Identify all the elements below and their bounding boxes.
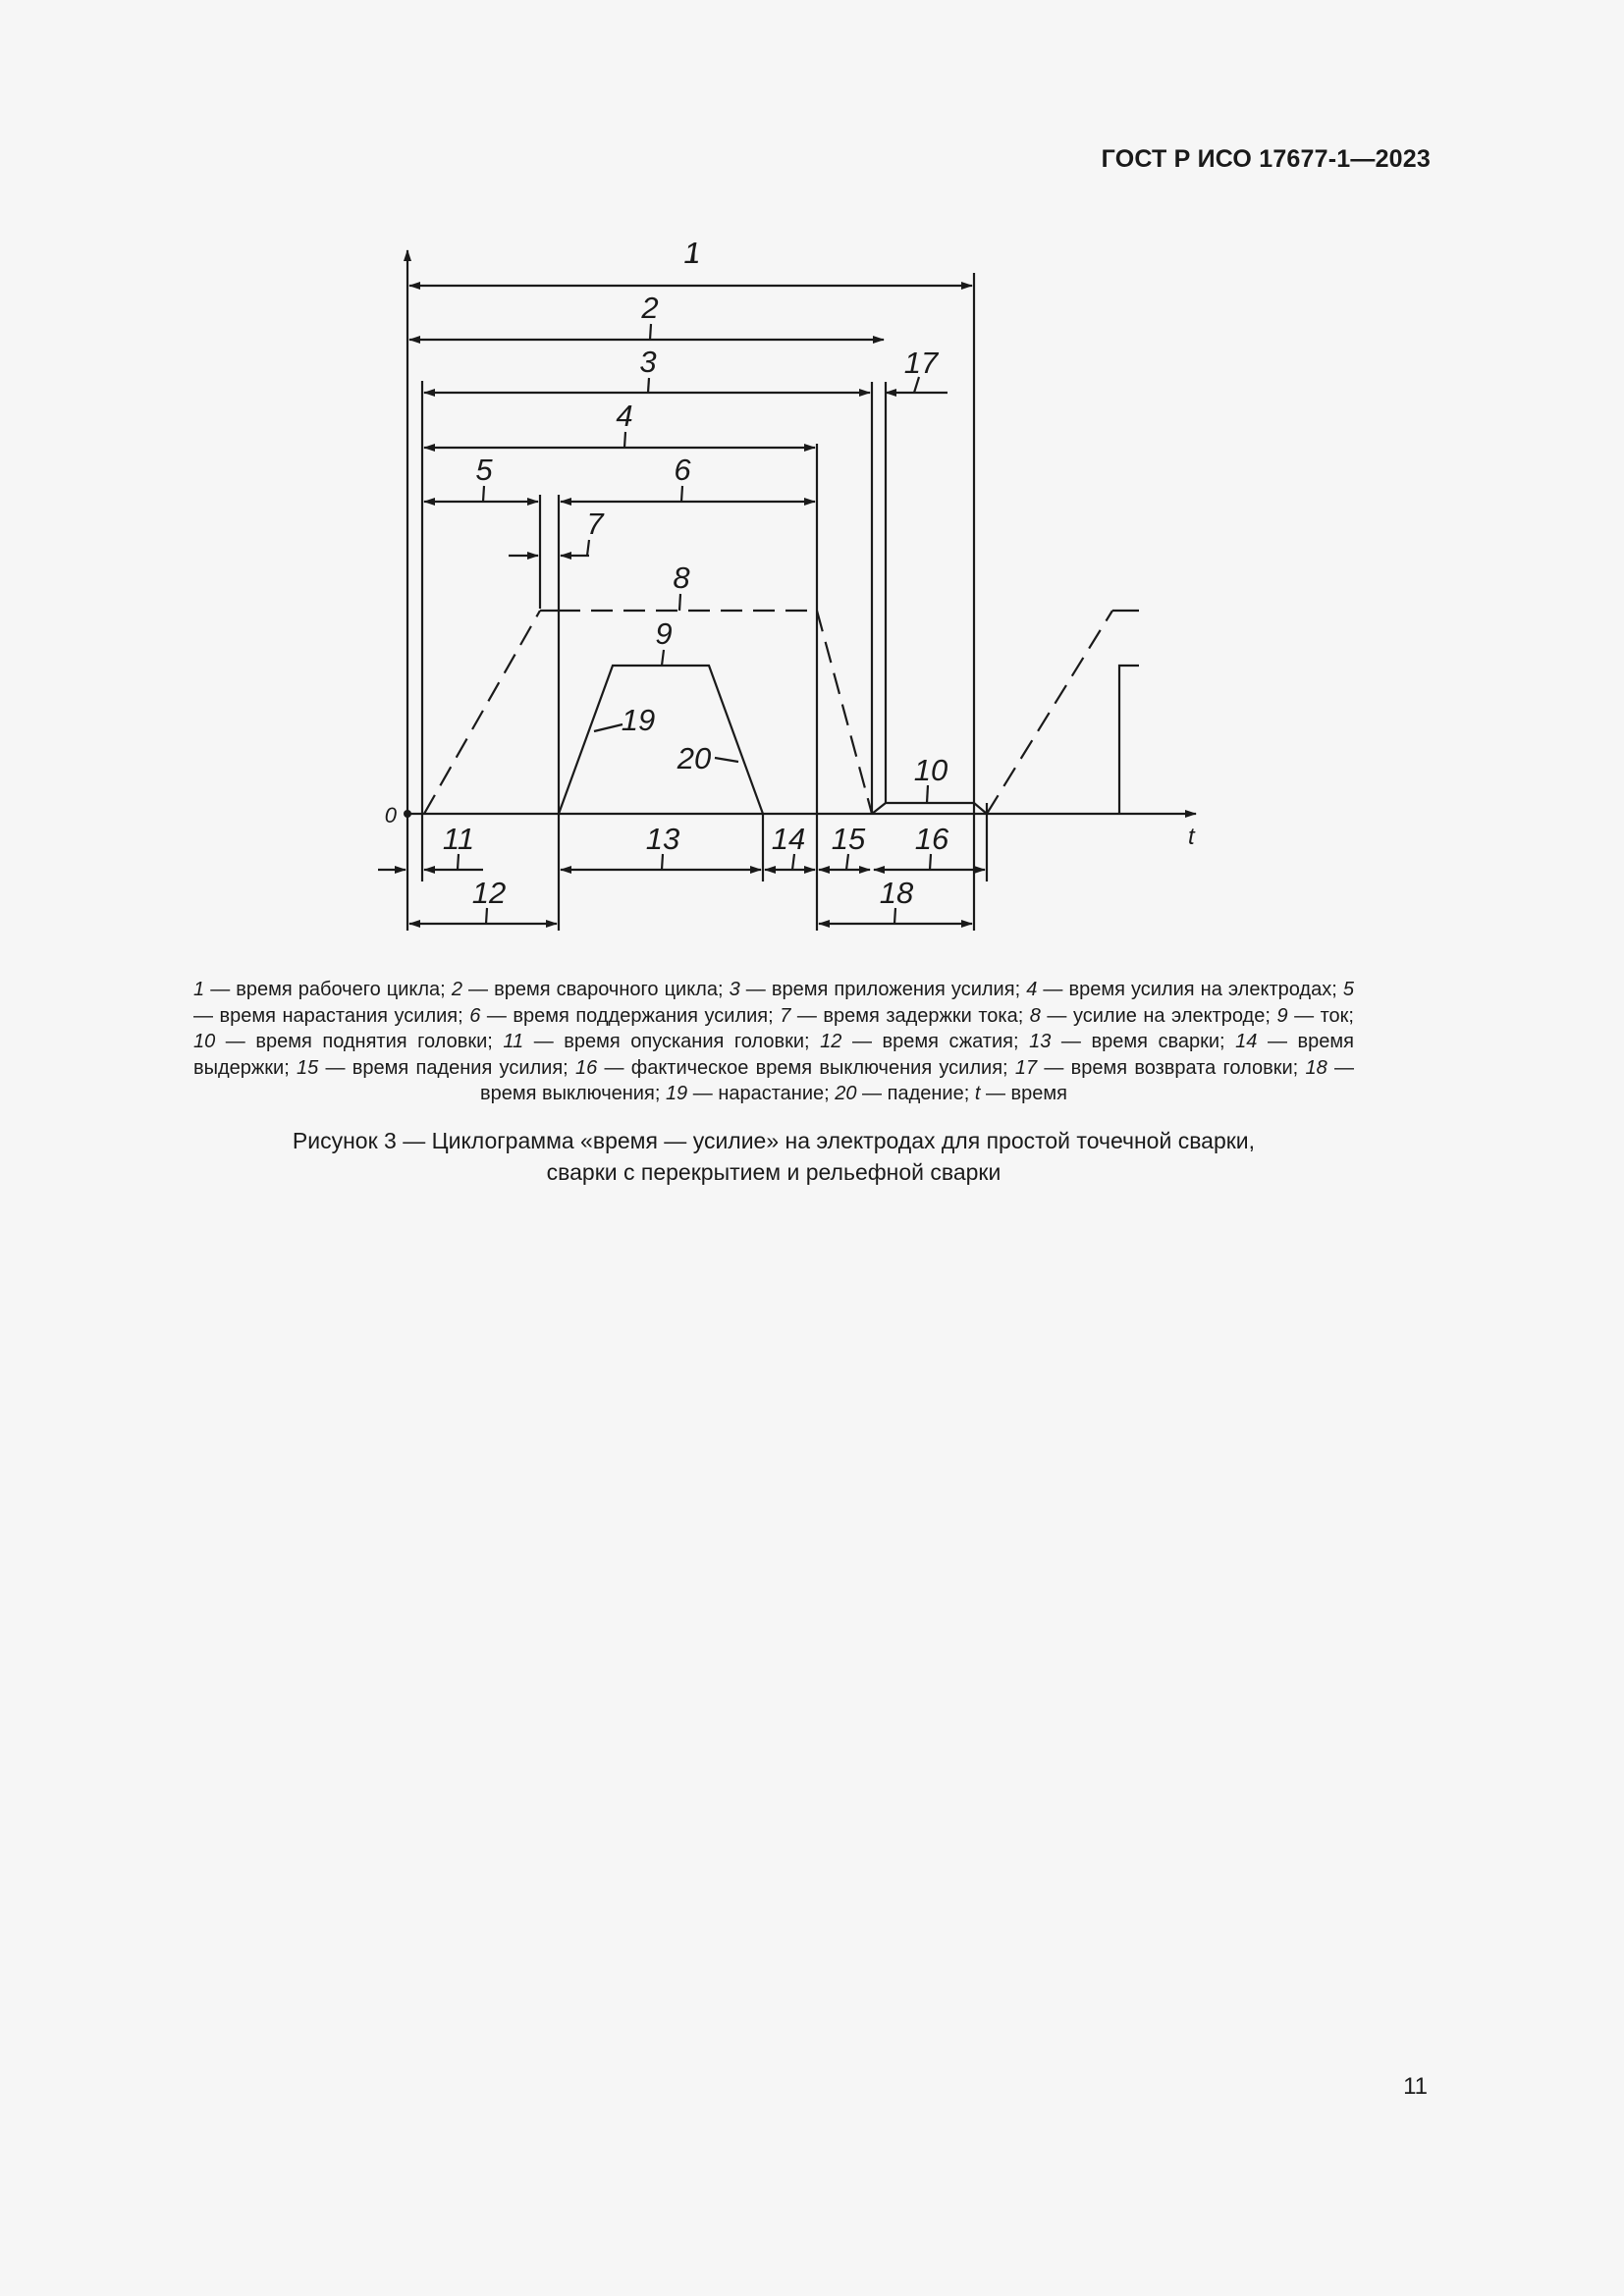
legend-number: 12 <box>820 1031 842 1052</box>
legend-text: время нарастания усилия <box>219 1004 459 1027</box>
callout-5: 5 <box>475 453 493 487</box>
callout-1: 1 <box>683 236 701 270</box>
legend-entry: 14 — время выдержки <box>193 1031 1354 1079</box>
legend-entry: 11 — время опускания головки <box>503 1031 805 1052</box>
time-axis-label: t <box>1188 824 1195 850</box>
legend-text: время выдержки <box>193 1031 1354 1079</box>
legend-number: 13 <box>1029 1031 1052 1052</box>
legend-entry: 12 — время сжатия <box>820 1031 1013 1052</box>
legend-entry: 6 — время поддержания усилия <box>469 1004 769 1027</box>
legend-entry: 10 — время поднятия головки <box>193 1031 488 1052</box>
legend-text: время падения усилия <box>352 1056 564 1079</box>
legend-entry: 13 — время сварки <box>1029 1031 1220 1052</box>
next-current <box>1119 666 1139 814</box>
legend-text: падение <box>887 1083 964 1104</box>
callout-14: 14 <box>771 822 806 856</box>
legend-number: 6 <box>469 1004 481 1027</box>
legend-number: 14 <box>1235 1031 1258 1052</box>
callout-10: 10 <box>913 753 948 787</box>
legend-number: 1 <box>193 979 205 1000</box>
legend-number: 18 <box>1305 1056 1327 1079</box>
callout-18: 18 <box>879 876 914 910</box>
legend-entry: 3 — время приложения усилия <box>729 979 1015 1000</box>
force-curve-fall <box>817 611 872 814</box>
force-time-cyclogram <box>0 0 1624 982</box>
callout-13: 13 <box>645 822 680 856</box>
legend-number: 16 <box>574 1056 598 1079</box>
legend-text: время сварочного цикла <box>494 979 718 1000</box>
figure-caption <box>193 1125 1354 1188</box>
legend-text: время сжатия <box>882 1031 1013 1052</box>
callout-12: 12 <box>471 876 507 910</box>
callout-2: 2 <box>641 291 659 325</box>
legend-entry: 19 — нарастание <box>665 1083 825 1104</box>
callout-9: 9 <box>655 616 673 651</box>
legend-entry: 15 — время падения усилия <box>297 1056 564 1079</box>
legend-text: время задержки тока <box>823 1004 1018 1027</box>
legend-number: 17 <box>1014 1056 1038 1079</box>
legend-text: время сварки <box>1091 1031 1220 1052</box>
legend-entry: 8 — усилие на электроде <box>1029 1004 1266 1027</box>
legend-entry: 20 — падение <box>835 1083 964 1104</box>
head-up-curve <box>872 803 987 814</box>
legend-text: ток <box>1320 1004 1349 1027</box>
callout-7: 7 <box>586 507 604 541</box>
legend-number: 2 <box>451 979 462 1000</box>
next-cycle-rise <box>987 611 1112 814</box>
legend-entry: 9 — ток <box>1276 1004 1349 1027</box>
legend-text: фактическое время выключения усилия <box>630 1056 1003 1079</box>
legend-text: время рабочего цикла <box>236 979 441 1000</box>
legend-text: время приложения усилия <box>771 979 1015 1000</box>
legend-entry: 18 — время выключения <box>480 1056 1354 1104</box>
caption-line-2: сварки с перекрытием и рельефной сварки <box>546 1159 1001 1185</box>
legend-entry: 7 — время задержки тока <box>780 1004 1018 1027</box>
legend-text: время опускания головки <box>564 1031 805 1052</box>
legend-text: время возврата головки <box>1070 1056 1293 1079</box>
legend-text: нарастание <box>718 1083 825 1104</box>
legend-number: 20 <box>835 1083 857 1104</box>
legend-number: 5 <box>1342 979 1354 1000</box>
force-curve-rise <box>424 611 540 814</box>
callout-11: 11 <box>442 822 475 856</box>
legend-text: время усилия на электродах <box>1068 979 1332 1000</box>
legend-text: время поднятия головки <box>255 1031 488 1052</box>
legend-text: время поддержания усилия <box>513 1004 769 1027</box>
callout-19: 19 <box>621 703 656 737</box>
cyclogram-svg <box>0 0 1624 982</box>
legend-number: 15 <box>297 1056 319 1079</box>
callout-3: 3 <box>639 345 657 379</box>
legend-entry: 17 — время возврата головки <box>1014 1056 1293 1079</box>
legend-number: 7 <box>780 1004 791 1027</box>
page-number: 11 <box>1403 2073 1428 2100</box>
current-pulse <box>559 666 763 814</box>
legend-entry: 4 — время усилия на электродах <box>1026 979 1332 1000</box>
legend-number: 10 <box>193 1031 216 1052</box>
legend-number: 8 <box>1029 1004 1041 1027</box>
callout-16: 16 <box>914 822 949 856</box>
caption-line-1: Рисунок 3 — Циклограмма «время — усилие» на электродах для простой точечной сварки, <box>292 1128 1256 1153</box>
legend-entry: 2 — время сварочного цикла <box>451 979 718 1000</box>
legend-number: 9 <box>1276 1004 1288 1027</box>
origin-label: 0 <box>384 803 397 828</box>
legend-entry: 5 — время нарастания усилия <box>193 979 1354 1027</box>
legend-number: 4 <box>1026 979 1038 1000</box>
legend-number: 11 <box>503 1031 524 1052</box>
callout-6: 6 <box>674 453 691 487</box>
legend-number: 3 <box>729 979 740 1000</box>
callout-15: 15 <box>831 822 866 856</box>
callout-17: 17 <box>903 346 939 380</box>
figure-legend: 1 — время рабочего цикла; 2 — время сварочного цикла; 3 — время приложения усилия; 4 — время усилия на электродах; 5 — время нарастания усилия; 6 — время поддержания усилия; 7 — время задержки тока; 8 — усилие на электроде; 9 — ток; 10 — время поднятия головки; 11 — время опускания головки; 12 — время сжатия; 13 — время сварки; 14 — время выдержки; 15 — время падения усилия; 16 — фактическое время выключения усилия; 17 — время возврата головки; 18 — время выключения; 19 — нарастание; 20 — падение; t — время <box>193 979 1354 1104</box>
document-code: ГОСТ Р ИСО 17677-1—2023 <box>1101 145 1431 173</box>
legend-entry: 1 — время рабочего цикла <box>193 979 441 1000</box>
callout-20: 20 <box>677 741 712 775</box>
legend-entry: t — время <box>974 1083 1067 1104</box>
callout-8: 8 <box>673 561 690 595</box>
legend-entry: 16 — фактическое время выключения усилия <box>574 1056 1003 1079</box>
legend-text: время выключения <box>480 1083 655 1104</box>
legend-number: t <box>974 1083 981 1104</box>
callout-4: 4 <box>616 399 633 433</box>
legend-text: усилие на электроде <box>1072 1004 1266 1027</box>
legend-text: время <box>1010 1083 1067 1104</box>
legend-number: 19 <box>665 1083 688 1104</box>
